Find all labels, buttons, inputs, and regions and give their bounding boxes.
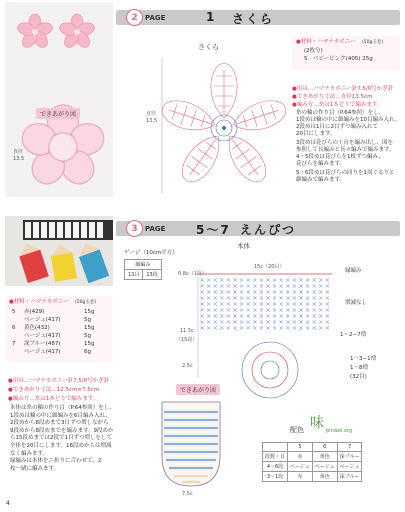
section1-size: ●できあがり寸法…直径13.5cm [292, 94, 373, 100]
page-number: 4 [6, 500, 10, 507]
yarn-row-label: 3〜1段 [263, 472, 288, 482]
gauge-rows: 13段 [143, 270, 161, 280]
material-name: ベージュ(417) [24, 349, 61, 355]
section2-materials-title: ●材料・ハマナカボニー [9, 299, 69, 305]
yarn-cell: ベージュ [288, 462, 313, 472]
right-label-4: 1〜3−1増 [350, 356, 377, 362]
gauge-table [124, 259, 162, 280]
section2-badge: 3 [126, 220, 143, 237]
yarn-cell: 赤 [288, 472, 313, 482]
section1-howto-line-4: 3段めは花びらの土台を編み出し、図を [296, 140, 394, 146]
pencil-pouch-drawing [156, 398, 226, 490]
material-name: ベージュ(417) [24, 333, 61, 339]
section2-howto-line: 枚一緒に編みます。 [10, 465, 60, 472]
right-label-1: 縁編み [345, 268, 362, 274]
yarn-row-label: 段数・目 [263, 452, 288, 462]
yarn-cell: ベージュ [312, 462, 337, 472]
section1-howto-line-0: 糸の輪の作り目（P.64参照）をし、 [296, 110, 385, 116]
yarn-col-7: 7 [337, 443, 362, 452]
section1-howto-line-3: 20目にします。 [296, 131, 336, 137]
section2-number: 5〜7 [196, 223, 231, 237]
section2-tools: ●用具…ハマナカボニー針7.5/0号かぎ針 [8, 378, 110, 384]
sakura-diagram-height-label: 直径 [146, 111, 157, 117]
section1-materials-title: ●材料・ハマナカボニー [296, 39, 356, 45]
section2-title: えんぴつ [240, 223, 297, 237]
yarn-table-corner [263, 443, 288, 452]
body-label: 本体 [237, 242, 250, 250]
section2-howto-line: ら15段めまでは2段で1目ずつ増しをして [10, 435, 112, 442]
material-number: 7 [12, 341, 16, 347]
gauge-stitches: 13目 [125, 270, 143, 280]
section2-howto-line: なく編みます。 [10, 450, 49, 457]
right-label-2: 増減なし [345, 300, 368, 306]
pencil-holder-photo [5, 216, 113, 286]
section2-howto-line: 本体は糸の輪の作り目（P.64参照）をし、 [10, 405, 115, 411]
section2-finished-tag: できあがり図 [176, 384, 220, 395]
section1-materials-unit: (50g玉巻) [362, 40, 384, 45]
sakura-crochet-chart [160, 54, 286, 199]
section2-howto-line: 1段めは輪の中に細編みを6目編み入れ、 [10, 412, 111, 419]
material-amount: 15g [84, 325, 95, 331]
sakura-photo [5, 2, 113, 197]
right-label-3: 1〜2−7増 [340, 332, 367, 338]
material-number: 6 [12, 325, 16, 331]
width-bottom: 7.5c [182, 491, 193, 497]
logo-text: pinwei.org [326, 428, 353, 434]
section2-howto-line: 全体を20目にします。16段めからは増減 [10, 443, 112, 449]
section1-materials-item-0: 5 ベビーピンク(405) 25g [304, 56, 373, 62]
logo-mark: 味 [310, 415, 324, 431]
material-amount: 5g [84, 317, 91, 323]
material-name: ベージュ(417) [24, 317, 61, 323]
section1-howto-line-1: 1段めは輪の中に細編みを10目編み入れ、 [296, 117, 401, 123]
yarn-cell: ベージュ [337, 462, 362, 472]
material-name: 黄色(432) [24, 325, 50, 331]
section1-number: 1 [206, 10, 217, 24]
section2-size: ●できあがり寸法…12.5cm×7.5cm [8, 387, 100, 393]
left-dim-top: 0.8c（1段） [178, 271, 207, 277]
sakura-diagram-height-value: 13.5 [146, 118, 158, 124]
section1-howto-line-6: 4・5段めは花びらを1枚ずつ編み、 [296, 154, 384, 160]
section2-howto-line: 2段めから8段めまで3目ずつ増しながら [10, 420, 109, 427]
yarn-row-label: 4〜6段 [263, 462, 288, 472]
section1-page-label: PAGE [145, 14, 166, 22]
section1-howto-line-9: 細編みで編みます。 [296, 177, 346, 183]
section1-howto-line-8: 5・6段めは花びらの回りを1周ぐるりと [296, 170, 395, 176]
section1-howto-line-7: 花びらを編みます。 [296, 161, 346, 167]
gauge-title: ゲージ（10cm平方） [124, 250, 178, 256]
section1-howto-line-5: 参照して長編みと長々編みで編みます。 [296, 147, 395, 153]
material-amount: 5g [84, 333, 91, 339]
material-amount: 6g [84, 349, 91, 355]
right-label-6: (32目) [350, 374, 367, 380]
section2-page-label: PAGE [145, 225, 166, 233]
yarn-color-table [262, 442, 362, 482]
material-amount: 15g [84, 309, 95, 315]
sakura-diagram-label: さくら [198, 43, 219, 51]
section1-howto-line-2: 2段めは1目に2目ずつ編み入れて [296, 124, 378, 130]
material-amount: 15g [84, 341, 95, 347]
material-number: 5 [12, 309, 16, 315]
section2-howto-line: 縁編みは本体をニ折りに合わせて、2 [10, 458, 102, 465]
section2-materials-unit: (50g玉巻) [75, 300, 97, 305]
yarn-cell: 深ブルー [337, 472, 362, 482]
width-dimension: 15c（20目） [254, 264, 285, 270]
yarn-cell: 黄色 [312, 452, 337, 462]
section2-howto-line: 9段めから8段めまでを編みます。9段めか [10, 427, 114, 434]
section1-photo-height-value: 13.5 [13, 156, 25, 162]
left-dim-mid2: （15段） [176, 337, 198, 343]
yarn-col-5: 5 [288, 443, 313, 452]
section1-title: さくら [232, 12, 275, 26]
right-label-5: 1〜8増 [350, 365, 368, 371]
section1-finished-tag: できあがり図 [36, 108, 80, 119]
material-name: 赤(429) [24, 309, 45, 315]
section2-howto-title: ●編み方…糸は1本どりで編みます。 [8, 396, 99, 402]
gauge-header: 細編み [125, 260, 162, 270]
left-dim-bot: 2.5c [182, 363, 193, 369]
section1-materials-count: (2枚分) [304, 48, 323, 54]
yarn-cell: 黄色 [312, 472, 337, 482]
section1-badge: 2 [126, 9, 143, 26]
left-dim-mid: 11.5c [180, 328, 194, 334]
section1-howto-title: ●編み方…糸は1本どりで編みます。 [292, 102, 383, 108]
yarn-col-6: 6 [312, 443, 337, 452]
color-table-label: 配色 [290, 426, 304, 434]
material-name: 深ブルー(487) [24, 341, 61, 347]
section1-tools: ●用具…ハマナカボニー針7.5/0号かぎ針 [292, 86, 394, 92]
section1-photo-height-label: 直径 [13, 149, 24, 155]
yarn-cell: 深ブルー [337, 452, 362, 462]
yarn-cell: 赤 [288, 452, 313, 462]
